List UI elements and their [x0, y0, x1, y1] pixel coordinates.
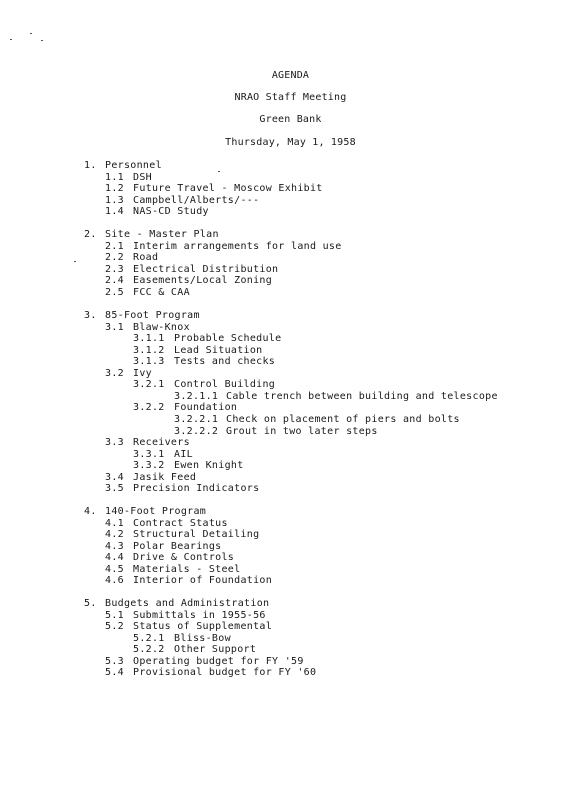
item-label: Control Building: [174, 379, 276, 391]
item-number: 5.3: [105, 655, 124, 667]
section-heading: [84, 598, 269, 609]
agenda-item: [105, 472, 196, 483]
item-label: Interim arrangements for land use: [133, 240, 342, 252]
item-label: Interior of Foundation: [133, 575, 273, 587]
item-number: 1.3: [105, 194, 124, 206]
agenda-item: [133, 633, 231, 644]
item-number: 1.2: [105, 183, 124, 195]
document-title: AGENDA: [271, 70, 310, 81]
item-label: Check on placement of piers and bolts: [226, 413, 460, 425]
item-label: Materials - Steel: [133, 563, 241, 575]
item-number: 3.5: [105, 483, 124, 495]
agenda-item: [105, 518, 228, 529]
section-heading: [84, 229, 219, 240]
item-number: 3.2: [105, 367, 124, 379]
item-label: Probable Schedule: [174, 333, 282, 345]
item-number: 5.1: [105, 609, 124, 621]
item-label: Road: [133, 252, 159, 264]
agenda-item: [133, 460, 244, 471]
agenda-item: [105, 621, 272, 632]
agenda-item: [105, 275, 272, 286]
item-number: 5.2.2: [133, 644, 165, 656]
agenda-item: [105, 656, 304, 667]
item-number: 1.4: [105, 206, 124, 218]
item-number: 3.2.1: [133, 379, 165, 391]
agenda-item: [133, 449, 193, 460]
item-number: 3.3.2: [133, 460, 165, 472]
agenda-item: [133, 379, 275, 390]
item-label: Bliss-Bow: [174, 632, 231, 644]
item-number: 2.5: [105, 286, 124, 298]
scan-speck: [74, 261, 76, 262]
item-label: Contract Status: [133, 517, 228, 529]
item-number: 3.1.3: [133, 356, 165, 368]
section-heading: [84, 310, 200, 321]
section-heading: [84, 506, 206, 517]
agenda-item: [133, 345, 263, 356]
agenda-item: [105, 610, 266, 621]
meeting-location: Green Bank: [259, 114, 322, 125]
item-label: Site - Master Plan: [105, 229, 219, 240]
agenda-item: [174, 391, 498, 402]
item-number: 4.2: [105, 529, 124, 541]
agenda-item: [105, 552, 234, 563]
item-number: 5.4: [105, 667, 124, 679]
item-label: Precision Indicators: [133, 483, 260, 495]
item-number: 2.1: [105, 240, 124, 252]
item-label: Status of Supplemental: [133, 621, 273, 633]
item-label: Submittals in 1955-56: [133, 609, 266, 621]
item-number: 4.1: [105, 517, 124, 529]
item-number: 2.: [84, 229, 97, 240]
item-number: 5.2: [105, 621, 124, 633]
item-label: AIL: [174, 448, 193, 460]
scan-speck: [41, 40, 43, 41]
item-number: 3.2.2.2: [174, 425, 219, 437]
agenda-item: [105, 206, 209, 217]
meeting-date: Thursday, May 1, 1958: [225, 137, 356, 148]
item-number: 3.2.2.1: [174, 413, 219, 425]
item-label: Foundation: [174, 402, 238, 414]
agenda-item: [105, 541, 222, 552]
item-number: 5.2.1: [133, 632, 165, 644]
item-number: 3.4: [105, 471, 124, 483]
agenda-item: [105, 564, 240, 575]
item-label: Other Support: [174, 644, 257, 656]
item-number: 3.: [84, 310, 97, 321]
item-label: Budgets and Administration: [105, 598, 270, 609]
item-label: Campbell/Alberts/---: [133, 194, 260, 206]
item-label: Easements/Local Zoning: [133, 275, 273, 287]
item-number: 3.1.1: [133, 333, 165, 345]
agenda-item: [105, 575, 272, 586]
item-label: Ewen Knight: [174, 460, 244, 472]
item-number: 2.4: [105, 275, 124, 287]
item-label: Provisional budget for FY '60: [133, 667, 317, 679]
agenda-item: [133, 333, 281, 344]
agenda-item: [105, 322, 190, 333]
item-number: 3.3: [105, 437, 124, 449]
item-number: 4.4: [105, 552, 124, 564]
item-number: 4.5: [105, 563, 124, 575]
item-number: 1.1: [105, 171, 124, 183]
item-label: Receivers: [133, 437, 190, 449]
agenda-item: [105, 368, 152, 379]
item-label: 85-Foot Program: [105, 310, 200, 321]
item-number: 3.1: [105, 321, 124, 333]
item-number: 3.2.2: [133, 402, 165, 414]
item-label: Lead Situation: [174, 344, 263, 356]
item-number: 3.2.1.1: [174, 390, 219, 402]
item-label: Grout in two later steps: [226, 425, 378, 437]
agenda-item: [174, 426, 378, 437]
item-label: Blaw-Knox: [133, 321, 190, 333]
scan-speck: [10, 39, 12, 40]
agenda-item: [105, 172, 152, 183]
agenda-item: [105, 287, 190, 298]
agenda-item: [105, 483, 259, 494]
agenda-item: [105, 183, 323, 194]
scan-speck: [218, 171, 220, 172]
item-label: Drive & Controls: [133, 552, 235, 564]
agenda-item: [105, 437, 190, 448]
agenda-item: [105, 667, 316, 678]
item-label: Tests and checks: [174, 356, 276, 368]
section-heading: [84, 160, 162, 171]
item-label: Future Travel - Moscow Exhibit: [133, 183, 323, 195]
agenda-item: [133, 402, 237, 413]
item-label: Polar Bearings: [133, 540, 222, 552]
item-label: FCC & CAA: [133, 286, 190, 298]
item-label: Electrical Distribution: [133, 263, 279, 275]
agenda-item: [174, 414, 460, 425]
item-label: Structural Detailing: [133, 529, 260, 541]
item-number: 4.: [84, 506, 97, 517]
item-label: DSH: [133, 171, 152, 183]
item-number: 3.3.1: [133, 448, 165, 460]
agenda-item: [105, 252, 158, 263]
agenda-item: [105, 264, 278, 275]
item-number: 5.: [84, 598, 97, 609]
item-label: Ivy: [133, 367, 152, 379]
item-label: NAS-CD Study: [133, 206, 209, 218]
item-label: Jasik Feed: [133, 471, 197, 483]
item-label: 140-Foot Program: [105, 506, 207, 517]
item-number: 3.1.2: [133, 344, 165, 356]
item-label: Operating budget for FY '59: [133, 655, 304, 667]
scan-speck: [30, 33, 32, 34]
item-number: 1.: [84, 160, 97, 171]
item-label: Personnel: [105, 160, 162, 171]
agenda-item: [105, 241, 342, 252]
agenda-item: [105, 529, 259, 540]
item-number: 4.6: [105, 575, 124, 587]
agenda-item: [133, 644, 256, 655]
item-number: 2.3: [105, 263, 124, 275]
meeting-name: NRAO Staff Meeting: [234, 92, 347, 103]
agenda-item: [133, 356, 275, 367]
agenda-item: [105, 195, 259, 206]
item-number: 2.2: [105, 252, 124, 264]
item-label: Cable trench between building and telescope: [226, 390, 498, 402]
item-number: 4.3: [105, 540, 124, 552]
